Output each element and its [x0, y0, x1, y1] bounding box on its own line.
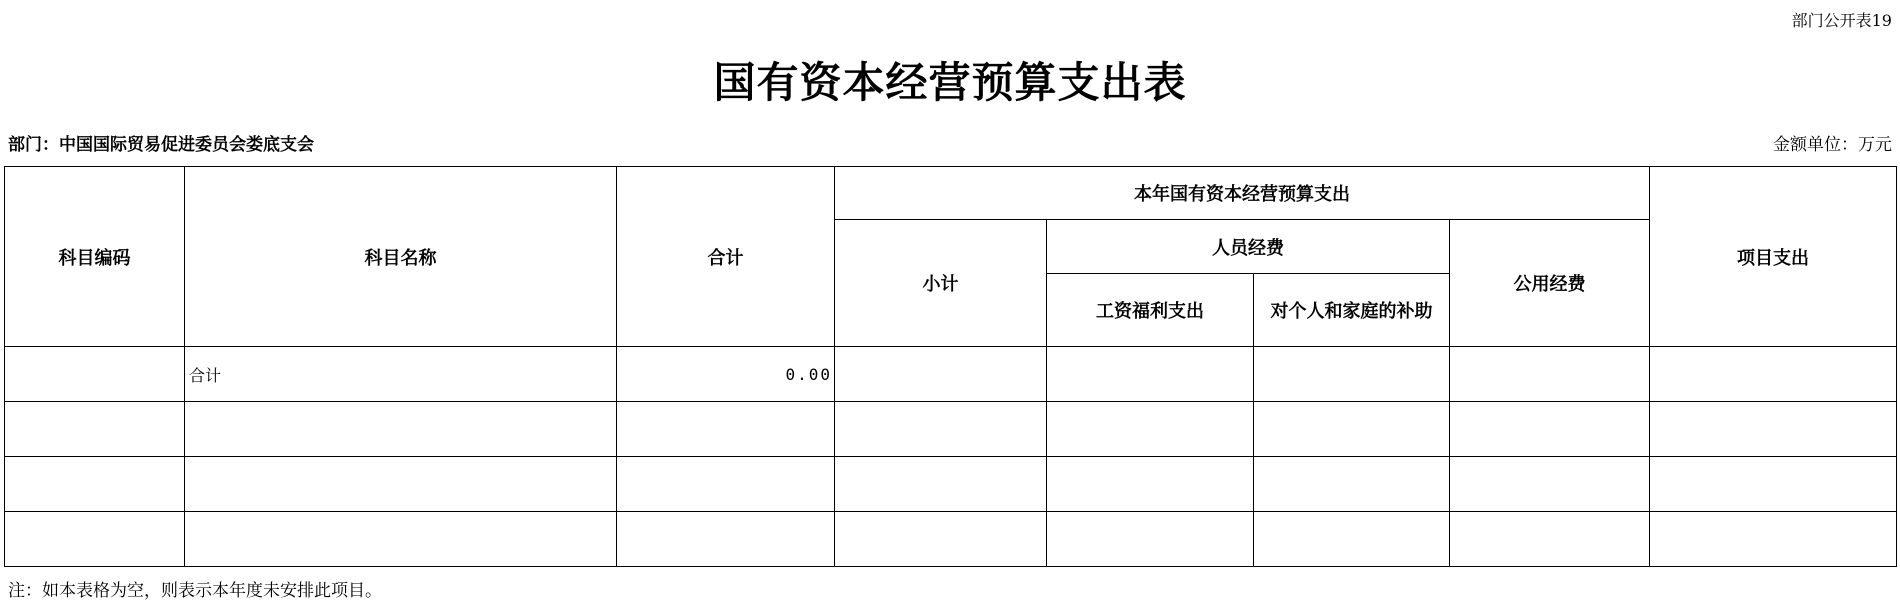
cell-subtotal: [835, 402, 1047, 457]
cell-family-subsidy: [1254, 512, 1450, 567]
cell-public-funds: [1450, 402, 1650, 457]
cell-name: 合计: [185, 347, 617, 402]
cell-wages: [1047, 512, 1254, 567]
cell-name: [185, 402, 617, 457]
cell-name: [185, 457, 617, 512]
header-wages: 工资福利支出: [1047, 274, 1254, 347]
cell-total: [617, 457, 835, 512]
cell-wages: [1047, 347, 1254, 402]
cell-subtotal: [835, 457, 1047, 512]
footnote: 注：如本表格为空，则表示本年度未安排此项目。: [8, 581, 382, 601]
cell-project: [1650, 402, 1897, 457]
table-row: [5, 512, 1897, 567]
cell-subtotal: [835, 512, 1047, 567]
table-row: [5, 402, 1897, 457]
header-project: 项目支出: [1650, 167, 1897, 347]
table-number: 部门公开表19: [1791, 11, 1892, 30]
cell-project: [1650, 512, 1897, 567]
cell-total: [617, 512, 835, 567]
table-row: [5, 347, 1897, 402]
budget-table: [4, 166, 1897, 567]
cell-public-funds: [1450, 457, 1650, 512]
department-label: 部门：中国国际贸易促进委员会娄底支会: [8, 135, 314, 155]
header-name: 科目名称: [185, 167, 617, 347]
cell-total: [617, 402, 835, 457]
cell-wages: [1047, 457, 1254, 512]
header-current-year-group: 本年国有资本经营预算支出: [835, 167, 1650, 220]
cell-project: [1650, 347, 1897, 402]
header-personnel-group: 人员经费: [1047, 220, 1450, 274]
cell-name: [185, 512, 617, 567]
cell-family-subsidy: [1254, 402, 1450, 457]
table-row: [5, 457, 1897, 512]
cell-subtotal: [835, 347, 1047, 402]
header-family-subsidy: 对个人和家庭的补助: [1254, 274, 1450, 347]
cell-wages: [1047, 402, 1254, 457]
cell-code: [5, 457, 185, 512]
cell-public-funds: [1450, 347, 1650, 402]
header-public-funds: 公用经费: [1450, 220, 1650, 347]
cell-code: [5, 512, 185, 567]
cell-code: [5, 402, 185, 457]
header-code: 科目编码: [5, 167, 185, 347]
unit-label: 金额单位：万元: [1773, 135, 1892, 155]
cell-total: 0.00: [617, 347, 835, 402]
header-total: 合计: [617, 167, 835, 347]
cell-family-subsidy: [1254, 347, 1450, 402]
header-subtotal: 小计: [835, 220, 1047, 347]
page-title: 国有资本经营预算支出表: [713, 58, 1187, 107]
cell-code: [5, 347, 185, 402]
cell-family-subsidy: [1254, 457, 1450, 512]
cell-project: [1650, 457, 1897, 512]
cell-public-funds: [1450, 512, 1650, 567]
